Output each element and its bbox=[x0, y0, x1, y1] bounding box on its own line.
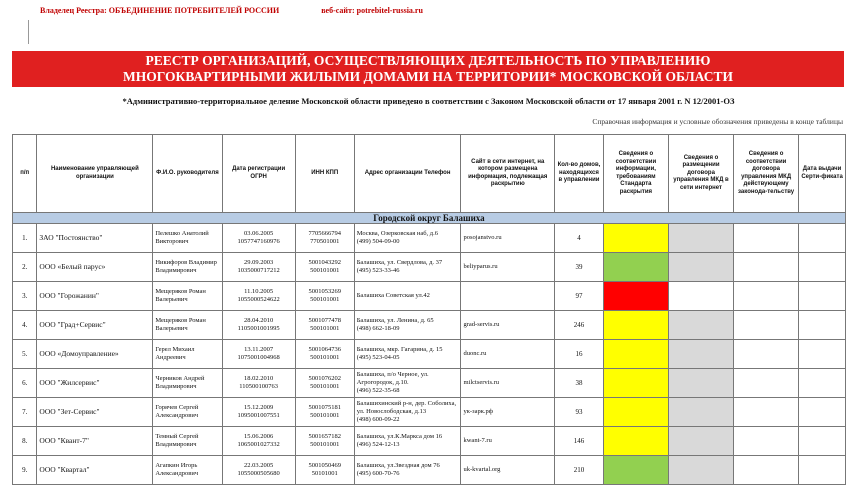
standard-status-cell bbox=[603, 427, 668, 456]
org-address-phone: (496) 524-12-13 bbox=[356, 441, 400, 448]
table-row bbox=[13, 224, 846, 253]
org-address bbox=[354, 369, 461, 398]
col-mkd: Сведения о соответствии договора управления МКД действующему законода-тельству bbox=[734, 135, 799, 213]
houses-count: 16 bbox=[555, 340, 604, 369]
reg-date bbox=[222, 311, 295, 340]
inn-kpp-kpp: 500101001 bbox=[310, 325, 340, 332]
standard-status-cell bbox=[603, 224, 668, 253]
reg-date bbox=[222, 282, 295, 311]
mkd-status-cell bbox=[734, 253, 799, 282]
standard-status-cell bbox=[603, 340, 668, 369]
inn-kpp-inn: 5001050469 bbox=[308, 462, 341, 469]
inn-kpp bbox=[295, 369, 354, 398]
inn-kpp bbox=[295, 224, 354, 253]
reg-date-date: 11.10.2005 bbox=[244, 288, 274, 295]
cert-date-cell bbox=[799, 456, 846, 485]
col-site: Сайт в сети интернет, на котором размещена информация, подлежащая раскрытию bbox=[461, 135, 555, 213]
houses-count: 39 bbox=[555, 253, 604, 282]
table-row bbox=[13, 311, 846, 340]
org-name: ООО "Горожанин" bbox=[37, 282, 153, 311]
inn-kpp-kpp: 500101001 bbox=[310, 441, 340, 448]
cert-date-cell bbox=[799, 282, 846, 311]
reg-date-date: 22.03.2005 bbox=[243, 462, 274, 469]
org-name: ООО "Квартал" bbox=[37, 456, 153, 485]
contract-status-cell bbox=[668, 427, 733, 456]
org-address-phone: (498) 600-09-22 bbox=[356, 416, 400, 423]
registry-title-banner bbox=[12, 51, 844, 87]
section-row bbox=[13, 213, 846, 224]
reg-date-ogrn: 1057747160976 bbox=[237, 238, 280, 245]
houses-count: 210 bbox=[555, 456, 604, 485]
standard-status-cell bbox=[603, 311, 668, 340]
contract-status-cell bbox=[668, 398, 733, 427]
standard-status-cell bbox=[603, 253, 668, 282]
mkd-status-cell bbox=[734, 311, 799, 340]
registry-table bbox=[12, 134, 846, 485]
inn-kpp bbox=[295, 398, 354, 427]
cert-date-cell bbox=[799, 253, 846, 282]
org-address-addr: Балашиха, п/о Черное, ул. Агрогородок, д.10. bbox=[356, 371, 429, 386]
mkd-status-cell bbox=[734, 427, 799, 456]
inn-kpp bbox=[295, 340, 354, 369]
org-site: ук-зарк.рф bbox=[461, 398, 555, 427]
row-number: 4. bbox=[13, 311, 37, 340]
reg-date-ogrn: 1035000717212 bbox=[237, 267, 280, 274]
org-address-addr: Балашиха, ул.К.Маркса дом 16 bbox=[356, 433, 443, 440]
org-name: ООО «Домоуправление» bbox=[37, 340, 153, 369]
org-name: ООО "Квант-7" bbox=[37, 427, 153, 456]
org-address bbox=[354, 427, 461, 456]
org-address bbox=[354, 340, 461, 369]
reg-date-ogrn: 1055000505680 bbox=[237, 470, 280, 477]
org-address-addr: Балашиха, мкр. Гагарина, д. 15 bbox=[356, 346, 443, 353]
reg-date-date: 29.09.2003 bbox=[243, 259, 274, 266]
houses-count: 38 bbox=[555, 369, 604, 398]
mkd-status-cell bbox=[734, 369, 799, 398]
inn-kpp-inn: 5001043292 bbox=[308, 259, 341, 266]
row-number: 8. bbox=[13, 427, 37, 456]
org-site: milctservis.ru bbox=[461, 369, 555, 398]
reg-date-ogrn: 1055000524622 bbox=[237, 296, 280, 303]
inn-kpp-kpp: 500101001 bbox=[310, 296, 340, 303]
standard-status-cell bbox=[603, 398, 668, 427]
mkd-status-cell bbox=[734, 456, 799, 485]
mkd-status-cell bbox=[734, 224, 799, 253]
table-header-row bbox=[13, 135, 846, 213]
inn-kpp-kpp: 500101001 bbox=[310, 412, 340, 419]
inn-kpp-kpp: 50101001 bbox=[311, 470, 338, 477]
col-inn: ИНН КПП bbox=[295, 135, 354, 213]
contract-status-cell bbox=[668, 253, 733, 282]
section-title: Городской округ Балашиха bbox=[13, 213, 846, 224]
inn-kpp bbox=[295, 311, 354, 340]
contract-status-cell bbox=[668, 224, 733, 253]
inn-kpp-inn: 5001077478 bbox=[308, 317, 341, 324]
head-name: Черников Андрей Владимирович bbox=[153, 369, 222, 398]
mkd-status-cell bbox=[734, 340, 799, 369]
reg-date bbox=[222, 340, 295, 369]
houses-count: 97 bbox=[555, 282, 604, 311]
inn-kpp-kpp: 500101001 bbox=[310, 267, 340, 274]
contract-status-cell bbox=[668, 282, 733, 311]
inn-kpp bbox=[295, 253, 354, 282]
standard-status-cell bbox=[603, 282, 668, 311]
head-name: Горячев Сергей Александрович bbox=[153, 398, 222, 427]
row-number: 9. bbox=[13, 456, 37, 485]
title-line-1: РЕЕСТР ОРГАНИЗАЦИЙ, ОСУЩЕСТВЛЯЮЩИХ ДЕЯТЕЛЬНОСТЬ ПО УПРАВЛЕНИЮ bbox=[145, 53, 711, 68]
reg-date bbox=[222, 253, 295, 282]
houses-count: 4 bbox=[555, 224, 604, 253]
org-address-phone: (495) 600-70-76 bbox=[356, 470, 400, 477]
org-address-addr: Балашиха, ул. Свердлова, д. 37 bbox=[356, 259, 443, 266]
row-number: 5. bbox=[13, 340, 37, 369]
reg-date bbox=[222, 456, 295, 485]
col-cert: Дата выдачи Серти-фиката bbox=[799, 135, 846, 213]
org-address-addr: Москва, Озерковская наб, д.6 bbox=[356, 230, 438, 237]
table-row bbox=[13, 427, 846, 456]
org-site: uk-kvartal.org bbox=[461, 456, 555, 485]
houses-count: 93 bbox=[555, 398, 604, 427]
table-row bbox=[13, 456, 846, 485]
head-name: Мещеряков Роман Валерьевич bbox=[153, 282, 222, 311]
inn-kpp-kpp: 770501001 bbox=[310, 238, 340, 245]
org-site: duonc.ru bbox=[461, 340, 555, 369]
table-row bbox=[13, 369, 846, 398]
org-site: kwant-7.ru bbox=[461, 427, 555, 456]
org-name: ООО "Зет-Сервис" bbox=[37, 398, 153, 427]
org-address-phone: (496) 522-35-68 bbox=[356, 387, 400, 394]
table-row bbox=[13, 398, 846, 427]
reg-date-date: 13.11.2007 bbox=[244, 346, 274, 353]
reg-date-date: 28.04.2010 bbox=[243, 317, 274, 324]
reg-date-ogrn: 1105001001995 bbox=[237, 325, 280, 332]
separator bbox=[28, 20, 29, 44]
table-row bbox=[13, 340, 846, 369]
col-date: Дата регистрации ОГРН bbox=[222, 135, 295, 213]
org-address bbox=[354, 282, 461, 311]
reg-date-date: 18.02.2010 bbox=[243, 375, 274, 382]
org-address-addr: Балашиха Советская ул.42 bbox=[356, 292, 430, 299]
reg-date-date: 15.12.2009 bbox=[243, 404, 274, 411]
org-address bbox=[354, 398, 461, 427]
inn-kpp-inn: 5001076202 bbox=[308, 375, 341, 382]
org-site: posojanstvo.ru bbox=[461, 224, 555, 253]
org-name: ООО «Белый парус» bbox=[37, 253, 153, 282]
org-site: beliyparus.ru bbox=[461, 253, 555, 282]
org-site bbox=[461, 282, 555, 311]
cert-date-cell bbox=[799, 340, 846, 369]
houses-count: 246 bbox=[555, 311, 604, 340]
org-address-phone: (498) 662-18-09 bbox=[356, 325, 400, 332]
org-address bbox=[354, 224, 461, 253]
row-number: 7. bbox=[13, 398, 37, 427]
reg-date bbox=[222, 427, 295, 456]
reg-date bbox=[222, 398, 295, 427]
head-name: Мещеряков Роман Валерьевич bbox=[153, 311, 222, 340]
col-head: Ф.И.О. руководителя bbox=[153, 135, 222, 213]
contract-status-cell bbox=[668, 369, 733, 398]
cert-date-cell bbox=[799, 311, 846, 340]
mkd-status-cell bbox=[734, 398, 799, 427]
row-number: 2. bbox=[13, 253, 37, 282]
inn-kpp-kpp: 500101001 bbox=[310, 383, 340, 390]
row-number: 6. bbox=[13, 369, 37, 398]
reg-date-date: 15.06.2006 bbox=[243, 433, 274, 440]
col-contract: Сведения о размещении договора управления МКД в сети интернет bbox=[668, 135, 733, 213]
inn-kpp bbox=[295, 456, 354, 485]
org-name: ООО "Жилсервис" bbox=[37, 369, 153, 398]
cert-date-cell bbox=[799, 369, 846, 398]
inn-kpp bbox=[295, 427, 354, 456]
col-org: Наименование управляющей организации bbox=[37, 135, 153, 213]
org-address-phone: (495) 523-04-05 bbox=[356, 354, 400, 361]
head-name: Никифоров Владимир Владимирович bbox=[153, 253, 222, 282]
cert-date-cell bbox=[799, 398, 846, 427]
org-address-phone: (495) 523-33-46 bbox=[356, 267, 400, 274]
inn-kpp-inn: 5001053269 bbox=[308, 288, 341, 295]
reg-date-ogrn: 1065001027332 bbox=[237, 441, 280, 448]
standard-status-cell bbox=[603, 369, 668, 398]
title-line-2: МНОГОКВАРТИРНЫМИ ЖИЛЫМИ ДОМАМИ НА ТЕРРИТОРИИ* МОСКОВСКОЙ ОБЛАСТИ bbox=[123, 69, 733, 84]
inn-kpp-kpp: 500101001 bbox=[310, 354, 340, 361]
owner-label: Владелец Реестра: ОБЪЕДИНЕНИЕ ПОТРЕБИТЕЛЕЙ РОССИИ bbox=[40, 6, 280, 15]
houses-count: 146 bbox=[555, 427, 604, 456]
head-name: Герел Михаил Андреевич bbox=[153, 340, 222, 369]
reg-date bbox=[222, 224, 295, 253]
reg-date-ogrn: 110500100763 bbox=[239, 383, 278, 390]
col-address: Адрес организации Телефон bbox=[354, 135, 461, 213]
contract-status-cell bbox=[668, 456, 733, 485]
footnote: *Административно-территориальное деление Московской области приведено в соответствии с Законом Московской области от 17 января 2001 г. N 12/2001-ОЗ bbox=[122, 96, 735, 106]
head-name: Темный Сергей Владимирович bbox=[153, 427, 222, 456]
table-row bbox=[13, 282, 846, 311]
org-address-addr: Балашиха, ул.Звездная дом 76 bbox=[356, 462, 440, 469]
col-num: п/п bbox=[13, 135, 37, 213]
cert-date-cell bbox=[799, 427, 846, 456]
contract-status-cell bbox=[668, 311, 733, 340]
row-number: 3. bbox=[13, 282, 37, 311]
head-name: Пелешко Анатолий Викторович bbox=[153, 224, 222, 253]
website-label: веб-сайт: potrebitel-russia.ru bbox=[321, 6, 423, 15]
inn-kpp-inn: 5001064736 bbox=[308, 346, 341, 353]
org-address bbox=[354, 311, 461, 340]
inn-kpp-inn: 5001657182 bbox=[308, 433, 341, 440]
org-name: ООО "Град+Сервис" bbox=[37, 311, 153, 340]
reg-date-date: 03.06.2005 bbox=[243, 230, 274, 237]
reference-note: Справочная информация и условные обозначения приведены в конце таблицы bbox=[592, 117, 843, 126]
col-houses: Кол-во домов, находящихся в управлении bbox=[555, 135, 604, 213]
org-site: grad-servis.ru bbox=[461, 311, 555, 340]
org-address-phone: (499) 504-09-00 bbox=[356, 238, 400, 245]
standard-status-cell bbox=[603, 456, 668, 485]
org-address-addr: Балашиха, ул. Ленина, д. 65 bbox=[356, 317, 434, 324]
cert-date-cell bbox=[799, 224, 846, 253]
head-name: Агапкин Игорь Александрович bbox=[153, 456, 222, 485]
reg-date-ogrn: 1095001007551 bbox=[237, 412, 280, 419]
inn-kpp-inn: 7705666794 bbox=[308, 230, 341, 237]
org-address bbox=[354, 253, 461, 282]
reg-date bbox=[222, 369, 295, 398]
col-standard: Сведения о соответствии информации, требованиям Стандарта раскрытия bbox=[603, 135, 668, 213]
mkd-status-cell bbox=[734, 282, 799, 311]
reg-date-ogrn: 1075001004968 bbox=[237, 354, 280, 361]
org-address-addr: Балашихинский р-н, дер. Соболиха, ул. Новослободская, д.13 bbox=[356, 400, 457, 415]
row-number: 1. bbox=[13, 224, 37, 253]
inn-kpp-inn: 5001075181 bbox=[308, 404, 341, 411]
org-address bbox=[354, 456, 461, 485]
table-row bbox=[13, 253, 846, 282]
org-name: ЗАО "Постоянство" bbox=[37, 224, 153, 253]
inn-kpp bbox=[295, 282, 354, 311]
contract-status-cell bbox=[668, 340, 733, 369]
registry-owner-line bbox=[40, 6, 463, 15]
